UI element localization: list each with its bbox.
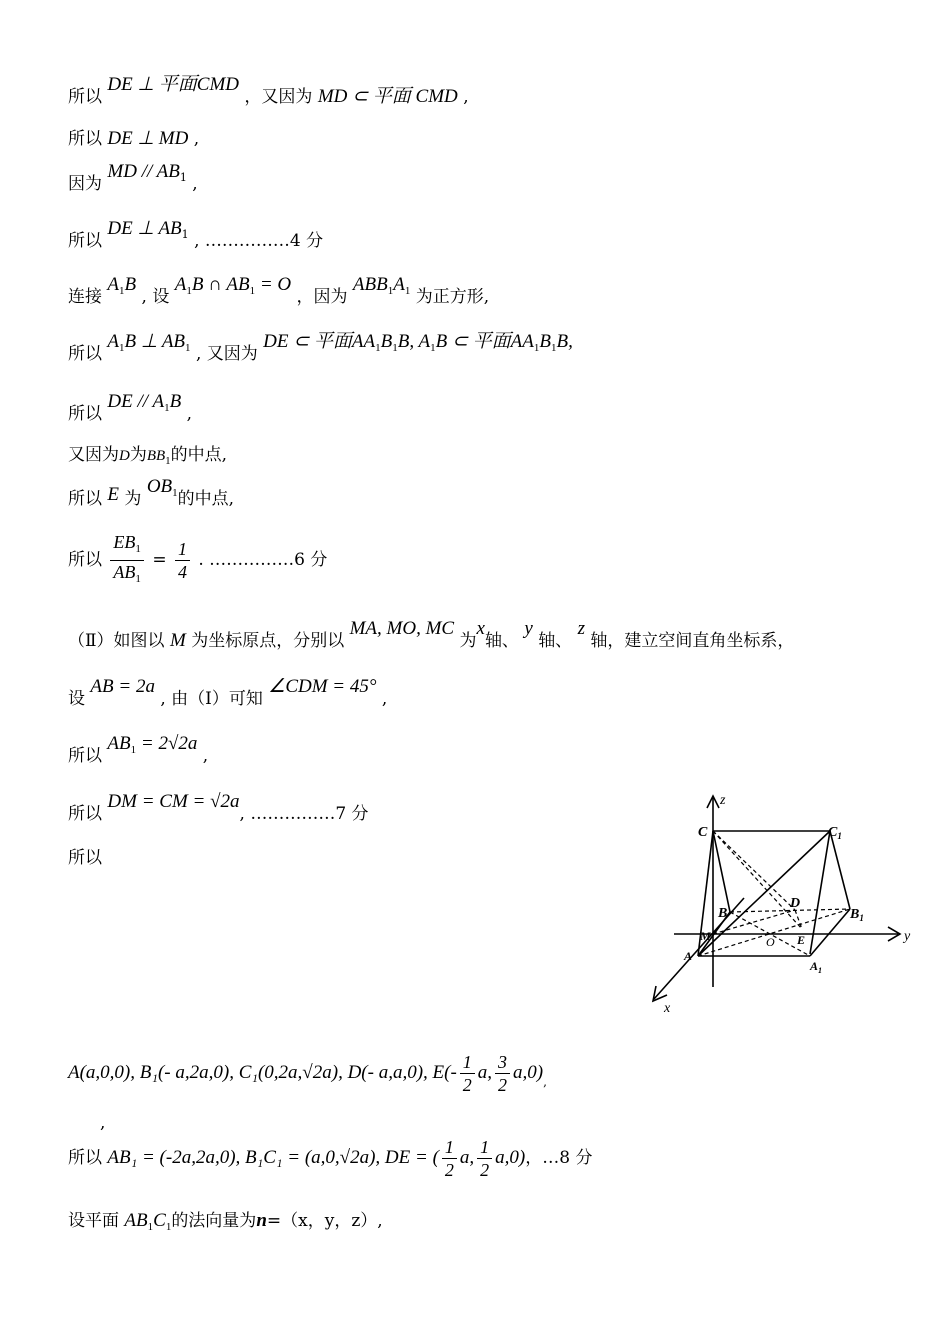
text: 连接 — [68, 287, 102, 307]
text: 所以 — [68, 344, 102, 364]
math-expression: MA, MO, MC — [349, 618, 455, 639]
fraction — [175, 538, 190, 583]
label-c1 — [828, 825, 842, 841]
subscript: 1 — [119, 285, 125, 297]
subscript: 1 — [375, 342, 381, 354]
proof-line-8 — [68, 444, 227, 472]
math-symbol: z — [577, 618, 585, 639]
subscript: 1 — [404, 285, 411, 297]
text: 所以 — [68, 231, 102, 251]
subscript: 1 — [119, 342, 125, 354]
text: , — [543, 1075, 547, 1089]
symbol: BB — [146, 448, 166, 464]
proof-line-16 — [68, 1045, 547, 1102]
math-expression: DE ⊥ MD — [107, 128, 189, 149]
text: 所以 — [68, 848, 102, 868]
symbol: B — [539, 331, 551, 352]
symbol: AB — [113, 562, 136, 582]
text: 为 — [129, 445, 147, 465]
subscript: 1 — [550, 342, 557, 354]
math-symbol: n — [256, 1210, 267, 1231]
fraction — [460, 1051, 475, 1096]
numerator: 1 — [175, 538, 190, 561]
subscript: 1 — [179, 171, 187, 184]
symbol: DE ⊂ 平面AA — [263, 331, 376, 352]
text: , 设 — [141, 287, 170, 307]
math-expression: AB = 2a — [90, 676, 155, 697]
proof-line-19 — [68, 1210, 383, 1238]
symbol: AB — [107, 733, 131, 754]
proof-line-14 — [68, 791, 369, 825]
label-x: x — [664, 1001, 671, 1014]
label-b: B — [718, 906, 728, 921]
symbol: A — [393, 274, 405, 295]
proof-line-1 — [68, 74, 469, 108]
text: , — [186, 404, 192, 424]
text: 为 — [459, 631, 477, 651]
proof-line-5 — [68, 274, 490, 314]
label-m: M — [700, 929, 711, 943]
label-a1 — [809, 959, 822, 975]
denominator: 2 — [462, 1075, 472, 1095]
proof-line-9 — [68, 476, 235, 516]
symbol: B — [850, 907, 860, 922]
subscript: 1 — [859, 913, 864, 923]
text: =（x，y，z）, — [266, 1211, 383, 1231]
text: , — [381, 689, 388, 709]
text: , — [192, 174, 198, 194]
symbol: OB — [146, 476, 173, 497]
label-d: D — [790, 896, 801, 911]
math-expression — [107, 331, 190, 352]
math-expression — [107, 391, 181, 412]
subscript: 1 — [430, 342, 436, 354]
denominator: 2 — [480, 1160, 490, 1180]
text: 的法向量为 — [171, 1211, 257, 1231]
math-expression: a,0) — [495, 1147, 526, 1168]
math-expression: a,0) — [513, 1062, 544, 1083]
symbol: ABB — [352, 274, 388, 295]
text: , 又因为 — [195, 344, 258, 364]
math-symbol: M — [169, 630, 186, 651]
text: （Ⅱ）如图以 — [68, 631, 165, 651]
text: , — [194, 231, 200, 251]
subscript: 1 — [392, 342, 398, 354]
proof-line-4 — [68, 218, 324, 258]
text: ，又因为 — [244, 87, 313, 107]
dashed-c-d — [713, 831, 795, 910]
denominator: 2 — [444, 1160, 454, 1180]
coordinate-prism-figure — [640, 784, 915, 1014]
text: 轴，建立空间直角坐标系， — [590, 631, 795, 651]
symbol: AB — [124, 1210, 148, 1231]
math-expression — [147, 476, 178, 497]
symbol: B ∩ AB — [191, 274, 250, 295]
subscript: 1 — [164, 402, 170, 414]
subscript: 1 — [818, 966, 823, 975]
symbol: A — [810, 959, 819, 973]
subscript: 1 — [165, 455, 171, 467]
subscript: 1 — [181, 228, 189, 241]
math-symbol — [146, 448, 171, 467]
math-expression: a, — [459, 1147, 475, 1168]
fraction — [477, 1136, 492, 1181]
subscript: 1 — [130, 744, 137, 756]
symbol: A — [107, 331, 120, 352]
symbol: A — [174, 274, 187, 295]
symbol: B — [169, 391, 182, 412]
edge-c1-b1 — [830, 831, 850, 909]
math-expression: ∠CDM = 45° — [268, 676, 377, 697]
text: 所以 — [68, 550, 102, 570]
proof-line-18 — [68, 1130, 592, 1186]
vector-expression: AB₁ = (-2a,2a,0), B₁C₁ = (a,0,√2a), DE = ( — [107, 1147, 439, 1168]
text: 设平面 — [68, 1211, 119, 1231]
text: 为坐标原点，分别以 — [191, 631, 345, 651]
text: 的中点, — [170, 445, 228, 465]
text: 的中点, — [177, 489, 235, 509]
text: 所以 — [68, 489, 102, 509]
text: , — [193, 129, 200, 149]
symbol: C — [153, 1210, 166, 1231]
subscript: 1 — [147, 1221, 154, 1233]
fraction — [495, 1051, 510, 1096]
math-expression: DE ⊥ AB — [107, 218, 182, 239]
text: 所以 — [68, 129, 102, 149]
proof-line-2 — [68, 128, 199, 150]
math-expression — [263, 331, 573, 352]
symbol: B ⊂ 平面AA — [435, 331, 534, 352]
denominator: 4 — [177, 562, 187, 582]
text: 所以 — [68, 404, 102, 424]
dashed-d-e — [795, 910, 802, 929]
text: 轴、 — [538, 631, 573, 651]
numerator: 1 — [442, 1136, 457, 1159]
symbol: C — [828, 825, 838, 840]
label-a: A — [684, 949, 693, 963]
label-c: C — [698, 825, 708, 840]
label-z: z — [720, 793, 726, 808]
text: , 由（Ⅰ）可知 — [160, 689, 263, 709]
subscript: 1 — [249, 285, 256, 297]
text: 所以 — [68, 804, 102, 824]
proof-line-15 — [68, 847, 102, 869]
numerator: 3 — [495, 1051, 510, 1074]
math-symbol: D — [119, 448, 130, 464]
proof-line-12 — [68, 676, 388, 710]
math-expression: MD ⊂ 平面 CMD — [317, 86, 458, 107]
math-symbol: E — [107, 484, 120, 505]
math-expression — [107, 274, 136, 295]
text: 为正方形, — [415, 287, 490, 307]
proof-line-3 — [68, 161, 198, 201]
subscript: 1 — [165, 1221, 172, 1233]
score-marker: , ……………7 分 — [239, 804, 369, 824]
edge-a-c1 — [698, 831, 830, 956]
label-o: O — [766, 935, 775, 949]
symbol: B — [380, 331, 393, 352]
label-b1 — [849, 907, 864, 923]
subscript: 1 — [135, 543, 141, 555]
symbol: B ⊥ AB — [124, 331, 186, 352]
fraction — [110, 531, 144, 590]
subscript: 1 — [387, 285, 394, 297]
text: 又因为 — [68, 445, 119, 465]
proof-line-13 — [68, 733, 209, 773]
symbol: B — [124, 274, 137, 295]
proof-line-10 — [68, 530, 327, 590]
text: ，因为 — [296, 287, 348, 307]
math-symbol: x — [476, 618, 485, 639]
text: 设 — [68, 689, 85, 709]
text: , — [202, 746, 209, 766]
text: 所以 — [68, 1148, 102, 1168]
subscript: 1 — [135, 573, 141, 585]
subscript: 1 — [186, 285, 192, 297]
coordinates-expression: A(a,0,0), B₁(- a,2a,0), C₁(0,2a,√2a), D(- a,a,0), E(- — [68, 1062, 457, 1083]
symbol: B, A — [397, 331, 431, 352]
text: 轴、 — [484, 631, 519, 651]
math-expression — [353, 274, 410, 295]
symbol: = O — [255, 274, 292, 295]
subscript: 1 — [185, 342, 191, 354]
symbol: = 2√2a — [136, 733, 198, 754]
proof-line-7 — [68, 391, 192, 431]
score-marker: ，…8 分 — [525, 1148, 593, 1168]
numerator — [110, 531, 144, 561]
text: , — [100, 1113, 106, 1133]
label-e: E — [797, 933, 806, 947]
symbol: EB — [113, 532, 136, 552]
subscript: 1 — [837, 831, 842, 841]
text: 所以 — [68, 746, 102, 766]
symbol: DE // A — [107, 391, 165, 412]
denominator — [110, 561, 144, 590]
fraction — [442, 1136, 457, 1181]
math-expression: MD // AB — [107, 161, 180, 182]
symbol: A — [107, 274, 120, 295]
subscript: 1 — [533, 342, 540, 354]
math-expression: DM = CM = √2a — [107, 791, 240, 812]
subscript: 1 — [172, 487, 178, 499]
text: 为 — [124, 489, 142, 509]
math-expression: a, — [477, 1062, 493, 1083]
score-marker: ……………4 分 — [204, 231, 324, 251]
numerator: 1 — [477, 1136, 492, 1159]
label-y: y — [904, 929, 911, 944]
math-expression — [175, 274, 291, 295]
edge-c-b — [713, 831, 730, 912]
math-expression — [107, 733, 197, 754]
proof-line-6 — [68, 331, 573, 371]
math-expression: DE ⊥ 平面CMD — [107, 74, 240, 95]
symbol: B, — [556, 331, 573, 352]
score-marker: . ……………6 分 — [198, 550, 328, 570]
text: 因为 — [68, 174, 102, 194]
math-expression — [124, 1210, 171, 1231]
text: 所以 — [68, 87, 102, 107]
numerator: 1 — [460, 1051, 475, 1074]
math-symbol: y — [524, 618, 533, 639]
text: , — [463, 87, 469, 107]
proof-line-11 — [68, 618, 795, 652]
equals: = — [152, 550, 167, 570]
denominator: 2 — [498, 1075, 508, 1095]
